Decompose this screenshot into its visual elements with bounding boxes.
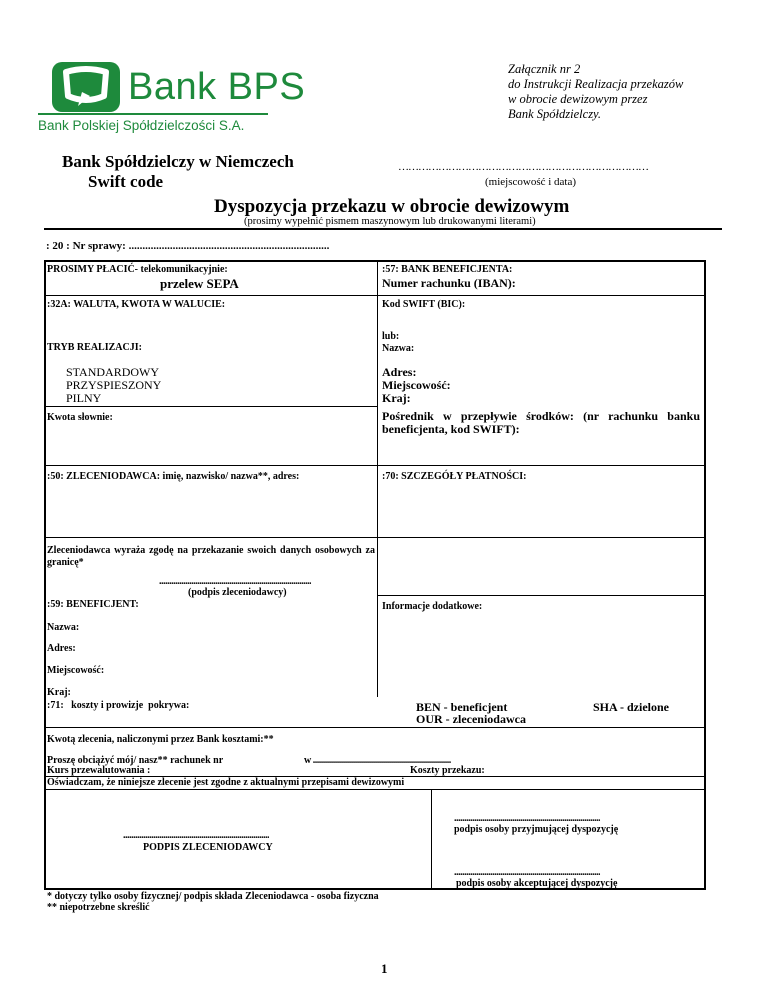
beneficiary-name-label: Nazwa: [47, 622, 80, 633]
row-divider [44, 295, 706, 296]
swift-bic-label: Kod SWIFT (BIC): [382, 299, 466, 310]
beneficiary-city-label: Miejscowość: [47, 665, 105, 676]
bank-country-label: Kraj: [382, 391, 411, 405]
annex-line: do Instrukcji Realizacja przekazów [508, 77, 684, 91]
beneficiary-address-label: Adres: [47, 643, 76, 654]
additional-info-label: Informacje dodatkowe: [382, 601, 483, 612]
debit-account-label: Proszę obciążyć mój/ nasz** rachunek nr [47, 755, 224, 766]
annex-note [508, 62, 683, 122]
form-box [44, 260, 706, 890]
annex-line: Bank Spółdzielczy. [508, 107, 602, 121]
intermediary-label: Pośrednik w przepływie środków: (nr rachunku banku beneficjenta, kod SWIFT): [382, 409, 700, 436]
footnote-1: * dotyczy tylko osoby fizycznej/ podpis składa Zleceniodawca - osoba fizyczna [47, 891, 379, 902]
mode-option-standard[interactable]: STANDARDOWY [66, 365, 160, 379]
or-label: lub: [382, 331, 400, 342]
mode-options [66, 366, 161, 405]
amount-words-label: Kwota słownie: [47, 412, 113, 423]
bank-logo-text: Bank BPS [128, 66, 306, 108]
bank-address-block [382, 366, 451, 405]
acceptor-signature-field[interactable]: ......................................................................... [454, 867, 600, 878]
header-rule [44, 228, 722, 230]
place-date-caption: (miejscowość i data) [485, 176, 577, 188]
row-divider [44, 789, 706, 790]
form-title: Dyspozycja przekazu w obrocie dewizowym [214, 196, 570, 217]
row-divider [44, 406, 377, 407]
mode-label: TRYB REALIZACJI: [47, 342, 142, 353]
debit-bank-field[interactable]: w ..................................................................... [304, 755, 451, 766]
consent-sign-caption: (podpis zleceniodawcy) [188, 587, 287, 598]
row-divider [377, 595, 706, 596]
consent-sign-field[interactable]: ............................................................................ [159, 576, 311, 587]
mode-option-urgent[interactable]: PILNY [66, 391, 102, 405]
swift-code-label: Swift code [88, 172, 164, 191]
consent-text: Zleceniodawca wyraża zgodę na przekazanie swoich danych osobowych za granicę* [47, 545, 375, 568]
page-number: 1 [381, 961, 388, 976]
row-divider [44, 727, 706, 728]
bank-name-label: Nazwa: [382, 343, 415, 354]
client-signature-field[interactable]: ......................................................................... [123, 830, 269, 841]
place-date-field[interactable]: ………………………………………………………………… [398, 161, 648, 173]
beneficiary-bank-label: :57: BANK BENEFICJENTA: [382, 264, 513, 275]
amount-costs-label: Kwotą zlecenia, naliczonymi przez Bank kosztami:** [47, 734, 274, 745]
column-divider [377, 260, 378, 697]
iban-label: Numer rachunku (IBAN): [382, 276, 516, 290]
row-divider [44, 465, 706, 466]
client-signature-caption: PODPIS ZLECENIODAWCY [143, 842, 273, 853]
receiver-signature-caption: podpis osoby przyjmującej dyspozycję [454, 824, 619, 835]
logo-divider [38, 113, 268, 115]
exchange-rate-label: Kurs przewalutowania : [47, 765, 151, 776]
form-subtitle: (prosimy wypełnić pismem maszynowym lub drukowanymi literami) [244, 216, 536, 227]
bank-logo-mark [52, 62, 120, 112]
acceptor-signature-caption: podpis osoby akceptującej dyspozycję [456, 878, 618, 889]
annex-line: w obrocie dewizowym przez [508, 92, 648, 106]
annex-line: Załącznik nr 2 [508, 62, 581, 76]
bank-logo-subtitle: Bank Polskiej Spółdzielczości S.A. [38, 118, 245, 133]
compliance-statement: Oświadczam, że niniejsze zlecenie jest zgodne z aktualnymi przepisami dewizowymi [47, 777, 405, 788]
cost-option-our[interactable]: OUR - zleceniodawca [416, 712, 526, 726]
row-divider [44, 537, 377, 538]
currency-amount-label: :32A: WALUTA, KWOTA W WALUCIE: [47, 299, 226, 310]
signature-divider [431, 789, 432, 890]
receiver-signature-field[interactable]: ......................................................................... [454, 813, 600, 824]
beneficiary-country-label: Kraj: [47, 687, 71, 698]
mode-option-express[interactable]: PRZYSPIESZONY [66, 378, 162, 392]
beneficiary-label: :59: BENEFICJENT: [47, 599, 139, 610]
transfer-costs-label: Koszty przekazu: [410, 765, 485, 776]
pay-value: przelew SEPA [160, 276, 239, 291]
cost-option-ben[interactable]: BEN - beneficjent [416, 700, 508, 714]
row-divider [377, 537, 706, 538]
pay-label: PROSIMY PŁACIĆ- telekomunikacyjnie: [47, 264, 228, 275]
bank-name: Bank Spółdzielczy w Niemczech [62, 152, 294, 171]
bank-city-label: Miejscowość: [382, 378, 451, 392]
cost-option-sha[interactable]: SHA - dzielone [593, 700, 670, 714]
costs-label: :71: koszty i prowizje pokrywa: [47, 700, 190, 711]
footnote-2: ** niepotrzebne skreślić [47, 902, 150, 913]
logo-speech-icon [52, 62, 120, 112]
bank-address-label: Adres: [382, 365, 417, 379]
payment-details-label: :70: SZCZEGÓŁY PŁATNOŚCI: [382, 471, 527, 482]
ordering-party-label: :50: ZLECENIODAWCA: imię, nazwisko/ nazwa**, adres: [47, 471, 300, 482]
case-number-field[interactable]: : 20 : Nr sprawy: ......................................................................... [46, 240, 330, 252]
